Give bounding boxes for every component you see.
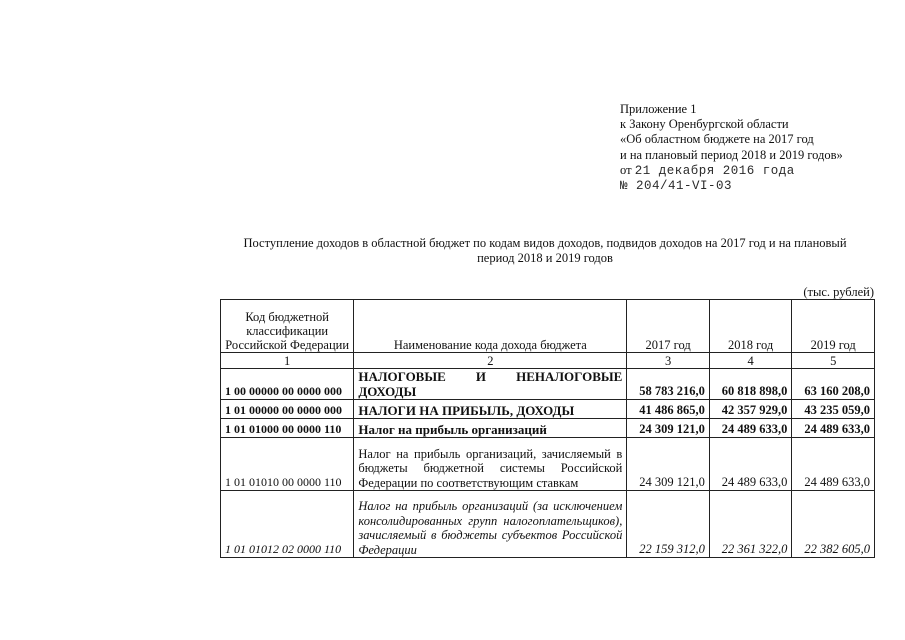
- appendix-line: Приложение 1: [620, 102, 697, 116]
- column-number: 1: [221, 353, 354, 369]
- table-header-row: [221, 300, 875, 353]
- row-value-2019: 43 235 059,0: [792, 400, 875, 419]
- table-row: [221, 438, 875, 491]
- row-value-2019: 24 489 633,0: [792, 438, 875, 491]
- row-code: 1 01 01012 02 0000 110: [221, 491, 354, 558]
- appendix-line: «Об областном бюджете на 2017 год: [620, 132, 814, 147]
- appendix-line: и на плановый период 2018 и 2019 годов»: [620, 147, 843, 162]
- row-name: Налог на прибыль организаций (за исключением консолидированных групп налогоплательщиков), зачисляемый в бюджеты субъектов Российской Федерации: [354, 491, 627, 558]
- row-value-2018: 42 357 929,0: [709, 400, 792, 419]
- document-title: Поступление доходов в областной бюджет по кодам видов доходов, подвидов доходов на 2017 год и на плановый период 2018 и 2019 годов: [243, 236, 847, 265]
- row-value-2019: 63 160 208,0: [792, 369, 875, 400]
- law-date: 21 декабря 2016 года: [634, 163, 795, 178]
- column-number: 2: [354, 353, 627, 369]
- row-code: 1 01 00000 00 0000 000: [221, 400, 354, 419]
- row-value-2018: 60 818 898,0: [709, 369, 792, 400]
- row-name: Налог на прибыль организаций: [354, 419, 627, 438]
- row-value-2018: 24 489 633,0: [709, 419, 792, 438]
- header-2018: 2018 год: [709, 300, 792, 353]
- row-value-2019: 24 489 633,0: [792, 419, 875, 438]
- header-code: Код бюджетной классификации Российской Федерации: [221, 300, 354, 353]
- column-number: 4: [709, 353, 792, 369]
- header-name: Наименование кода дохода бюджета: [354, 300, 627, 353]
- column-number: 5: [792, 353, 875, 369]
- table-row: [221, 369, 875, 400]
- law-number: № 204/41-VI-03: [620, 179, 733, 194]
- row-name: НАЛОГИ НА ПРИБЫЛЬ, ДОХОДЫ: [354, 400, 627, 419]
- row-value-2017: 41 486 865,0: [627, 400, 710, 419]
- row-value-2017: 58 783 216,0: [627, 369, 710, 400]
- date-prefix: от: [620, 162, 632, 177]
- appendix-line: к Закону Оренбургской области: [620, 117, 789, 132]
- appendix-date-line: [620, 163, 843, 179]
- row-name: НАЛОГОВЫЕ И НЕНАЛОГОВЫЕ ДОХОДЫ: [354, 369, 627, 400]
- row-value-2019: 22 382 605,0: [792, 491, 875, 558]
- header-2019: 2019 год: [792, 300, 875, 353]
- row-value-2017: 24 309 121,0: [627, 438, 710, 491]
- row-value-2017: 24 309 121,0: [627, 419, 710, 438]
- row-code: 1 01 01010 00 0000 110: [221, 438, 354, 491]
- row-value-2018: 24 489 633,0: [709, 438, 792, 491]
- row-name: Налог на прибыль организаций, зачисляемый в бюджеты бюджетной системы Российской Федерации по соответствующим ставкам: [354, 438, 627, 491]
- row-code: 1 01 01000 00 0000 110: [221, 419, 354, 438]
- units-label: (тыс. рублей): [803, 285, 874, 299]
- revenue-table: [220, 299, 875, 558]
- row-code: 1 00 00000 00 0000 000: [221, 369, 354, 400]
- row-value-2018: 22 361 322,0: [709, 491, 792, 558]
- column-number-row: [221, 353, 875, 369]
- table-row: [221, 419, 875, 438]
- table-row: [221, 400, 875, 419]
- appendix-header: [620, 102, 843, 194]
- column-number: 3: [627, 353, 710, 369]
- header-2017: 2017 год: [627, 300, 710, 353]
- table-row: [221, 491, 875, 558]
- row-value-2017: 22 159 312,0: [627, 491, 710, 558]
